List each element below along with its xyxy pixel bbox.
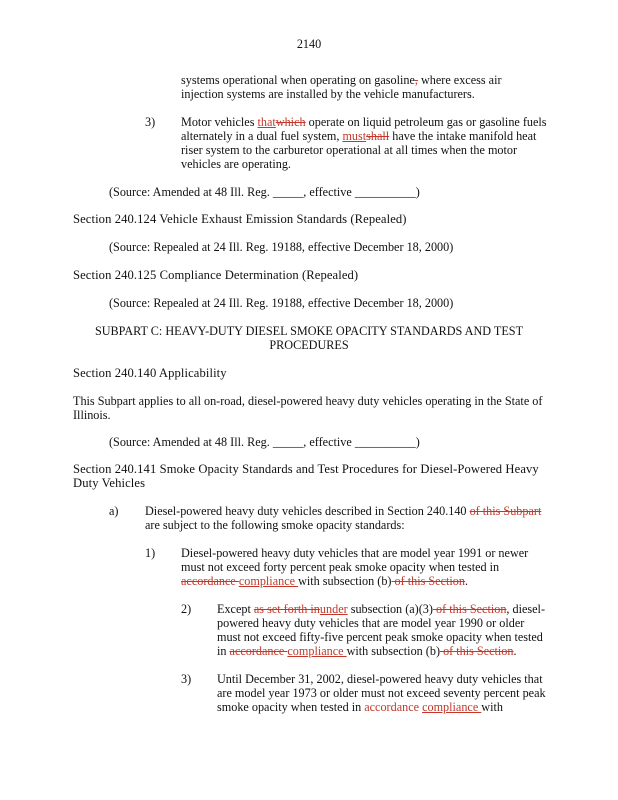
text: Except — [217, 602, 254, 616]
page-number: 2140 — [296, 37, 322, 51]
section-124-heading: Section 240.124 Vehicle Exhaust Emission Standards (Repealed) — [73, 212, 407, 226]
item-3-line-3: riser system to the carburetor operational at all times when the motor — [181, 143, 518, 157]
item-a-line-1 — [145, 504, 541, 518]
section-140-heading: Section 240.140 Applicability — [73, 366, 227, 380]
deleted-text: accordance — [364, 700, 423, 714]
section-140-body-line-2: Illinois. — [73, 408, 111, 422]
section-125-heading: Section 240.125 Compliance Determination (Repealed) — [73, 268, 359, 282]
text: . — [513, 644, 517, 658]
item-a1-label: 1) — [145, 546, 156, 560]
item-a3-line-2: are model year 1973 or older must not exceed seventy percent peak — [217, 686, 546, 700]
source-note-3: (Source: Repealed at 24 Ill. Reg. 19188, effective December 18, 2000) — [109, 296, 454, 310]
deleted-text: , — [414, 73, 418, 87]
text: alternately in a dual fuel system, — [181, 129, 343, 143]
item-3-line-1 — [181, 115, 547, 129]
text: smoke opacity when tested in — [217, 700, 365, 714]
text: with — [481, 700, 503, 714]
inserted-text: compliance — [238, 574, 299, 588]
text: Diesel-powered heavy duty vehicles described in Section 240.140 — [145, 504, 470, 518]
inserted-text: under — [319, 602, 348, 616]
text: operate on liquid petroleum gas or gasoline fuels — [305, 115, 547, 129]
deleted-text: which — [275, 115, 306, 129]
continuation-line-2: injection systems are installed by the vehicle manufacturers. — [181, 87, 475, 101]
deleted-text: of this Section — [391, 574, 465, 588]
text: . — [464, 574, 469, 588]
inserted-text: that — [257, 115, 276, 129]
source-note-4: (Source: Amended at 48 Ill. Reg. _____, effective __________) — [109, 435, 420, 449]
text: , diesel- — [506, 602, 546, 616]
text: subsection (a)(3) — [347, 602, 433, 616]
deleted-text: of this Section — [432, 602, 507, 616]
section-141-heading-line-1: Section 240.141 Smoke Opacity Standards and Test Procedures for Diesel-Powered Heavy — [73, 462, 539, 476]
deleted-text: as set forth in — [253, 602, 320, 616]
inserted-text: compliance — [422, 700, 482, 714]
section-141-heading-line-2: Duty Vehicles — [73, 476, 146, 490]
item-a1-line-1: Diesel-powered heavy duty vehicles that are model year 1991 or newer — [181, 546, 529, 560]
item-a3-line-1: Until December 31, 2002, diesel-powered heavy duty vehicles that — [217, 672, 543, 686]
text: have the intake manifold heat — [389, 129, 537, 143]
text: systems operational when operating on gasoline — [181, 73, 415, 87]
inserted-text: must — [342, 129, 367, 143]
item-a-label: a) — [109, 504, 119, 518]
item-3-label: 3) — [145, 115, 156, 129]
item-a2-line-4 — [217, 644, 517, 658]
section-140-body-line-1: This Subpart applies to all on-road, diesel-powered heavy duty vehicles operating in the State of — [73, 394, 543, 408]
item-a3-line-3 — [217, 700, 503, 714]
deleted-text: of this Section — [440, 644, 514, 658]
inserted-text: compliance — [287, 644, 347, 658]
item-a-line-2: are subject to the following smoke opacity standards: — [145, 518, 405, 532]
item-a2-line-2: powered heavy duty vehicles that are model year 1990 or older — [217, 616, 525, 630]
item-a3-label: 3) — [181, 672, 192, 686]
item-3-line-2 — [181, 129, 536, 143]
item-a1-line-3 — [181, 574, 468, 588]
item-a1-line-2: must not exceed forty percent peak smoke opacity when tested in — [181, 560, 500, 574]
deleted-text: accordance — [229, 644, 288, 658]
text: Motor vehicles — [181, 115, 258, 129]
item-a2-label: 2) — [181, 602, 192, 616]
item-a2-line-1 — [217, 602, 545, 616]
text: in — [217, 644, 230, 658]
deleted-text: accordance — [181, 574, 239, 588]
item-a2-line-3: must not exceed fifty-five percent peak smoke opacity when tested — [217, 630, 543, 644]
deleted-text: shall — [366, 129, 390, 143]
source-note-2: (Source: Repealed at 24 Ill. Reg. 19188, effective December 18, 2000) — [109, 240, 454, 254]
item-3-line-4: vehicles are operating. — [181, 157, 291, 171]
text: with subsection (b) — [346, 644, 441, 658]
subpart-heading-line-2: PROCEDURES — [269, 338, 349, 352]
subpart-heading-line-1: SUBPART C: HEAVY-DUTY DIESEL SMOKE OPACITY STANDARDS AND TEST — [94, 324, 524, 338]
text: with subsection (b) — [298, 574, 392, 588]
source-note-1: (Source: Amended at 48 Ill. Reg. _____, effective __________) — [109, 185, 420, 199]
continuation-line-1 — [181, 73, 502, 87]
deleted-text: of this Subpart — [469, 504, 542, 518]
text: where excess air — [417, 73, 502, 87]
